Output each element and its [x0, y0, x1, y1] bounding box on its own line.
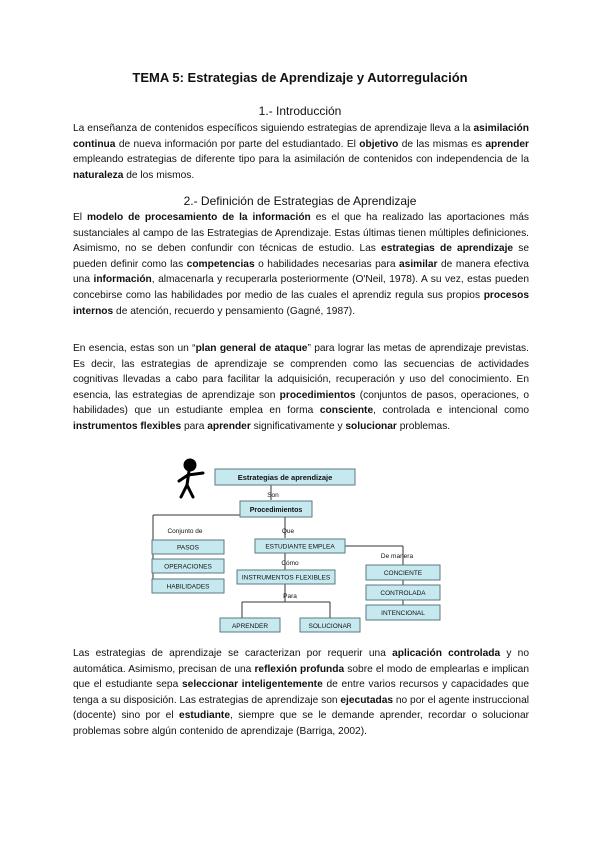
text-run: de atención, recuerdo y pensamiento (Gagné, 1987). — [113, 305, 356, 317]
label-procedimientos: Procedimientos — [249, 507, 303, 514]
section2-paragraph-2 — [73, 341, 529, 435]
stick-figure-icon — [179, 460, 203, 497]
section1-paragraph — [73, 121, 529, 183]
bold-term: asimilar — [398, 258, 438, 270]
text-run: para — [181, 420, 208, 432]
bold-term: naturaleza — [73, 169, 124, 181]
section2-paragraph-3 — [73, 646, 529, 740]
bold-term: procedimientos — [279, 389, 356, 401]
bold-term: modelo de procesamiento de la información — [86, 212, 311, 223]
section1-heading: 1.- Introducción — [258, 104, 342, 118]
bold-term: instrumentos flexibles — [73, 420, 182, 432]
text-run: y no automática. Asimismo, precisan de una — [73, 648, 530, 675]
bold-term: información — [93, 274, 152, 286]
text-run: (conjuntos de pasos, operaciones, o habilidades) que un estudiante emplea en forma — [73, 389, 529, 417]
label-de-manera: De manera — [380, 553, 414, 560]
label-estudiante-emplea: ESTUDIANTE EMPLEA — [265, 543, 335, 551]
bold-term: competencias — [186, 258, 255, 270]
learning-strategies-diagram — [145, 455, 445, 635]
bold-term: solucionar — [345, 420, 397, 432]
text-run: de manera efectiva una — [73, 258, 529, 286]
label-pasos: PASOS — [177, 544, 199, 552]
text-run: se pueden definir como las — [73, 243, 530, 270]
label-intencional: INTENCIONAL — [381, 610, 425, 617]
text-run: de entre varios recursos y capacidades que tenga a su disposición. Las estrategias de aprendizaje son — [73, 679, 529, 706]
label-instrumentos: INSTRUMENTOS FLEXIBLES — [241, 574, 331, 582]
bold-term: procesos internos — [73, 289, 529, 317]
text-run: de los mismos. — [123, 169, 195, 181]
bold-term: ejecutadas — [340, 694, 394, 706]
bold-term: consciente — [319, 405, 374, 417]
label-root: Estrategias de aprendizaje — [237, 473, 333, 482]
label-solucionar: SOLUCIONAR — [308, 623, 352, 630]
bold-term: reflexión profunda — [254, 663, 345, 675]
page-title: TEMA 5: Estrategias de Aprendizaje y Autorregulación — [132, 70, 468, 85]
label-operaciones: OPERACIONES — [164, 563, 212, 571]
text-run: significativamente y — [250, 420, 346, 432]
bold-term: plan general de ataque — [195, 343, 308, 354]
label-son: Son — [267, 492, 279, 499]
bold-term: seleccionar inteligentemente — [181, 679, 323, 691]
text-run: empleando estrategias de diferente tipo para la asimilación de contenidos con independencia de la — [73, 154, 529, 166]
section2-paragraph-1 — [73, 210, 529, 319]
label-que: Que — [281, 528, 295, 535]
text-run: no por el agente instruccional (docente) sino por el — [73, 694, 530, 722]
label-como: Cómo — [281, 560, 299, 567]
text-run: En esencia, estas son un “ — [73, 343, 196, 354]
text-run: de las mismas es — [398, 138, 486, 150]
text-run: , siempre que se le demande aprender, recordar o solucionar problemas sobre algún contenido de aprendizaje (Barriga, 2002). — [73, 710, 529, 737]
label-controlada: CONTROLADA — [380, 590, 426, 597]
bold-term: objetivo — [359, 138, 399, 150]
bold-term: estudiante — [179, 710, 230, 722]
text-run: sobre el modo de emplearlas e implican que el estudiante sepa — [73, 663, 530, 691]
label-habilidades: HABILIDADES — [166, 583, 210, 591]
text-run: , controlada e intencional como — [373, 405, 529, 417]
text-run: ” para lograr las metas de aprendizaje previstas. Es decir, las estrategias de aprendizaje se comprenden como las secuencias de actividades cognitivas llevadas a cabo para facilitar la adquisición, recuperación y uso del conocimiento. En esencia, las estrategias de aprendizaje son — [73, 343, 529, 401]
text-run: o habilidades necesarias para — [254, 258, 399, 270]
bold-term: estrategias de aprendizaje — [381, 243, 514, 255]
bold-term: aprender — [207, 420, 251, 432]
text-run: de nueva información por parte del estudiantado. El — [115, 138, 360, 150]
label-aprender: APRENDER — [231, 623, 269, 630]
bold-term: aplicación controlada — [392, 648, 501, 659]
text-run: problemas. — [396, 420, 451, 432]
text-run: El — [73, 212, 87, 223]
label-conjunto-de: Conjunto de — [167, 528, 203, 535]
text-run: , almacenarla y recuperarla posteriormente (O'Neil, 1978). A su vez, estas pueden concebirse como las habilidades por medio de las cuales el aprendiz regula sus propios — [73, 274, 529, 301]
bold-term: asimilación continua — [73, 123, 529, 150]
bold-term: aprender — [485, 138, 529, 150]
label-para: Para — [283, 593, 297, 600]
text-run: Las estrategias de aprendizaje se caracterizan por requerir una — [73, 648, 393, 659]
label-conciente: CONCIENTE — [383, 570, 423, 577]
text-run: es el que ha realizado las aportaciones más sustanciales al campo de las Estrategias de Aprendizaje. Estas últimas tienen múltiples definiciones. Asimismo, no se deben confundir con técnicas de estudio. Las — [73, 212, 530, 255]
text-run: La enseñanza de contenidos específicos siguiendo estrategias de aprendizaje lleva a la — [73, 123, 474, 134]
section2-heading: 2.- Definición de Estrategias de Aprendizaje — [183, 194, 417, 208]
